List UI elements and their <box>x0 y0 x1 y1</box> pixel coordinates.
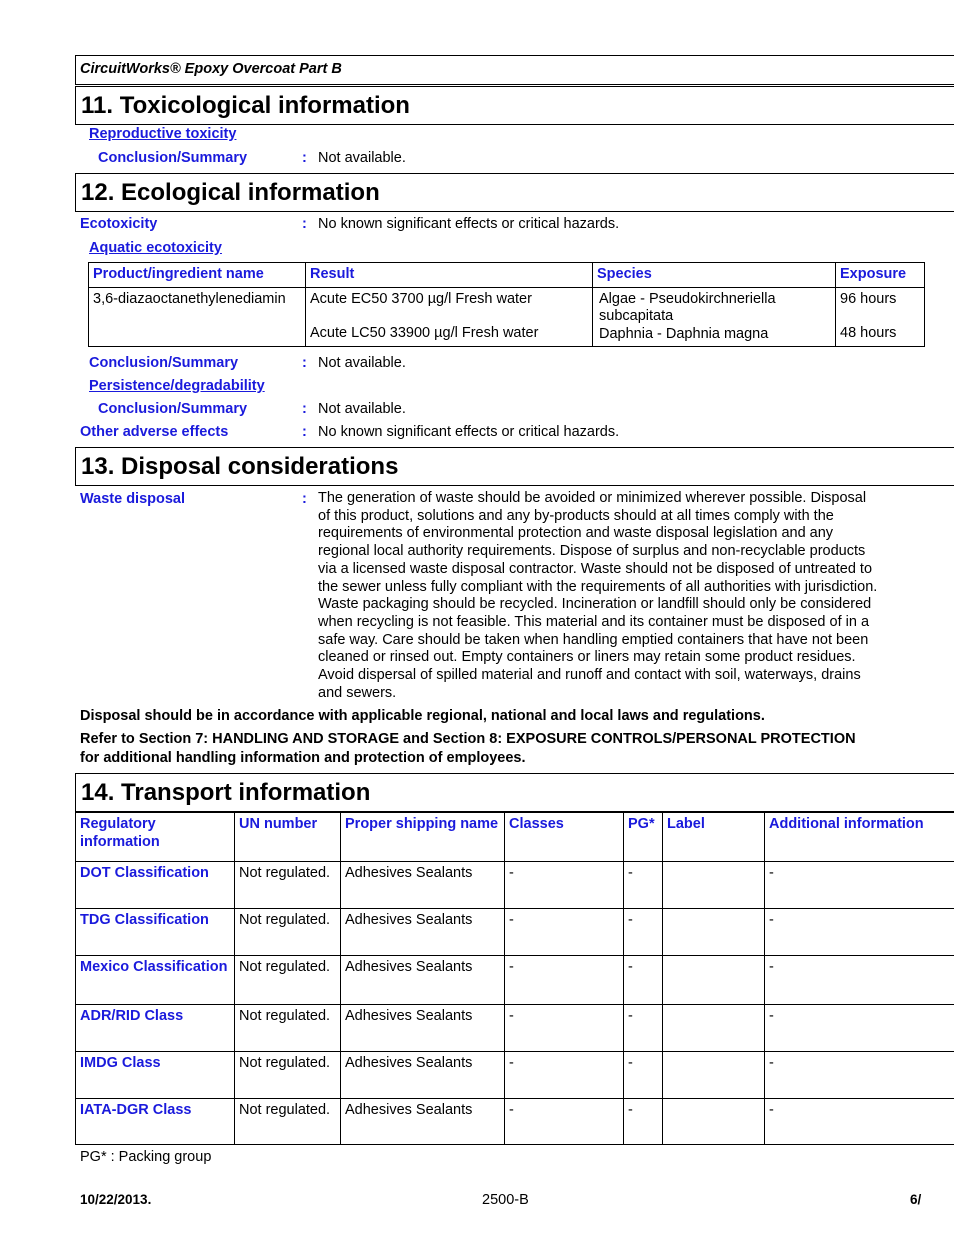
refer-note-line1: Refer to Section 7: HANDLING AND STORAGE and Section 8: EXPOSURE CONTROLS/PERSONAL PROTECTION <box>80 731 856 747</box>
aquatic-conclusion-value: Not available. <box>318 355 406 371</box>
disposal-note: Disposal should be in accordance with applicable regional, national and local laws and regulations. <box>80 708 765 724</box>
column-header: Regulatory information <box>76 813 235 862</box>
waste-disposal-label: Waste disposal <box>80 491 186 507</box>
section-14-title: 14. Transport information <box>81 779 371 806</box>
column-header: Additional information <box>765 813 954 862</box>
exposure-2: 48 hours <box>840 325 897 341</box>
label <box>663 1005 765 1052</box>
classes: - <box>505 1099 624 1145</box>
text-line: Waste packaging should be recycled. Incineration or landfill should only be considered <box>318 596 872 613</box>
label <box>663 1099 765 1145</box>
column-header: Result <box>306 263 593 288</box>
regulation-name: ADR/RID Class <box>76 1005 235 1052</box>
refer-note-line2: for additional handling information and protection of employees. <box>80 750 526 766</box>
exposure-1: 96 hours <box>840 290 897 307</box>
classes: - <box>505 1052 624 1099</box>
colon: : <box>302 424 307 440</box>
regulation-name: TDG Classification <box>76 909 235 956</box>
column-header: PG* <box>624 813 663 862</box>
species-2: Daphnia - Daphnia magna <box>599 325 769 342</box>
classes: - <box>505 956 624 1005</box>
column-header: Label <box>663 813 765 862</box>
table-header-row <box>76 813 954 862</box>
table-row <box>76 909 954 956</box>
shipping-name: Adhesives Sealants <box>341 956 505 1005</box>
table-row <box>76 1005 954 1052</box>
packing-group: - <box>624 1052 663 1099</box>
text-line: regional local authority requirements. Dispose of surplus and non-recyclable products <box>318 543 866 560</box>
section-13-title: 13. Disposal considerations <box>81 453 399 480</box>
column-header: Exposure <box>836 263 925 288</box>
ingredient-name: 3,6-diazaoctanethylenediamin <box>89 287 306 347</box>
un-number: Not regulated. <box>235 1052 341 1099</box>
packing-group: - <box>624 862 663 909</box>
species-1: Algae - Pseudokirchneriella subcapitata <box>599 290 776 324</box>
ecotoxicity-value: No known significant effects or critical hazards. <box>318 216 620 232</box>
section-11-title: 11. Toxicological information <box>81 92 410 119</box>
shipping-name: Adhesives Sealants <box>341 1099 505 1145</box>
additional-info: - <box>765 956 954 1005</box>
result-cell <box>306 287 593 347</box>
aquatic-ecotoxicity-table <box>88 262 925 347</box>
packing-group: - <box>624 1099 663 1145</box>
shipping-name: Adhesives Sealants <box>341 909 505 956</box>
regulation-name: Mexico Classification <box>76 956 235 1005</box>
other-adverse-effects-value: No known significant effects or critical hazards. <box>318 424 620 440</box>
classes: - <box>505 862 624 909</box>
text-line: The generation of waste should be avoided or minimized wherever possible. Disposal <box>318 490 867 506</box>
column-header: Species <box>593 263 836 288</box>
classes: - <box>505 1005 624 1052</box>
text-line: when recycling is not feasible. This material and its container must be disposed of in a <box>318 613 870 630</box>
other-adverse-effects-label: Other adverse effects <box>80 424 229 440</box>
section-12-title: 12. Ecological information <box>81 179 380 206</box>
persistence-conclusion-value: Not available. <box>318 401 406 417</box>
exposure-cell <box>836 287 925 347</box>
text-line: and sewers. <box>318 684 397 701</box>
classes: - <box>505 909 624 956</box>
reproductive-toxicity-link[interactable]: Reproductive toxicity <box>89 126 237 142</box>
table-row <box>76 956 954 1005</box>
packing-group-footnote: PG* : Packing group <box>80 1149 212 1165</box>
column-header: UN number <box>235 813 341 862</box>
colon: : <box>302 491 307 507</box>
column-header: Product/ingredient name <box>89 263 306 288</box>
repro-conclusion-label: Conclusion/Summary <box>98 150 248 166</box>
result-1: Acute EC50 3700 µg/l Fresh water <box>310 290 532 307</box>
additional-info: - <box>765 1099 954 1145</box>
persistence-conclusion-label: Conclusion/Summary <box>98 401 248 417</box>
footer-page: 6/ <box>910 1192 922 1207</box>
shipping-name: Adhesives Sealants <box>341 1052 505 1099</box>
table-row <box>76 1052 954 1099</box>
un-number: Not regulated. <box>235 956 341 1005</box>
additional-info: - <box>765 1052 954 1099</box>
transport-table <box>75 812 954 1145</box>
table-row <box>76 1099 954 1145</box>
additional-info: - <box>765 1005 954 1052</box>
section-14-header <box>75 773 954 812</box>
shipping-name: Adhesives Sealants <box>341 862 505 909</box>
additional-info: - <box>765 909 954 956</box>
regulation-name: IMDG Class <box>76 1052 235 1099</box>
un-number: Not regulated. <box>235 862 341 909</box>
colon: : <box>302 150 307 166</box>
text-line: via a licensed waste disposal contractor. Waste should not be disposed of untreated to <box>318 560 873 577</box>
label <box>663 1052 765 1099</box>
shipping-name: Adhesives Sealants <box>341 1005 505 1052</box>
label <box>663 862 765 909</box>
colon: : <box>302 401 307 417</box>
aquatic-ecotoxicity-link[interactable]: Aquatic ecotoxicity <box>89 240 222 256</box>
colon: : <box>302 355 307 371</box>
packing-group: - <box>624 956 663 1005</box>
colon: : <box>302 216 307 232</box>
column-header: Classes <box>505 813 624 862</box>
table-header-row <box>89 263 925 288</box>
ecotoxicity-label: Ecotoxicity <box>80 216 158 232</box>
persistence-degradability-link[interactable]: Persistence/degradability <box>89 378 265 394</box>
text-line: Avoid dispersal of spilled material and runoff and contact with soil, waterways, drains <box>318 667 861 684</box>
footer-date: 10/22/2013. <box>80 1192 152 1207</box>
section-12-header <box>75 173 954 212</box>
column-header: Proper shipping name <box>341 813 505 862</box>
species-cell <box>593 287 836 347</box>
label <box>663 956 765 1005</box>
text-line: of this product, solutions and any by-products should at all times comply with the <box>318 507 834 524</box>
un-number: Not regulated. <box>235 1005 341 1052</box>
document-header <box>75 55 954 85</box>
waste-disposal-text <box>318 490 938 702</box>
text-line: safe way. Care should be taken when handling emptied containers that have not been <box>318 631 869 648</box>
text-line: the sewer unless fully compliant with the requirements of all authorities with jurisdiction. <box>318 578 878 595</box>
aquatic-conclusion-label: Conclusion/Summary <box>89 355 239 371</box>
text-line: cleaned or rinsed out. Empty containers or liners may retain some product residues. <box>318 649 856 666</box>
packing-group: - <box>624 1005 663 1052</box>
result-2: Acute LC50 33900 µg/l Fresh water <box>310 325 539 341</box>
packing-group: - <box>624 909 663 956</box>
repro-conclusion-value: Not available. <box>318 150 406 166</box>
regulation-name: IATA-DGR Class <box>76 1099 235 1145</box>
footer-code: 2500-B <box>482 1192 529 1208</box>
section-11-header <box>75 86 954 125</box>
regulation-name: DOT Classification <box>76 862 235 909</box>
label <box>663 909 765 956</box>
text-line: requirements of environmental protection and waste disposal legislation and any <box>318 525 834 542</box>
additional-info: - <box>765 862 954 909</box>
section-13-header <box>75 447 954 486</box>
product-name: CircuitWorks® Epoxy Overcoat Part B <box>80 61 342 77</box>
un-number: Not regulated. <box>235 909 341 956</box>
un-number: Not regulated. <box>235 1099 341 1145</box>
table-row <box>76 862 954 909</box>
table-row <box>89 287 925 347</box>
